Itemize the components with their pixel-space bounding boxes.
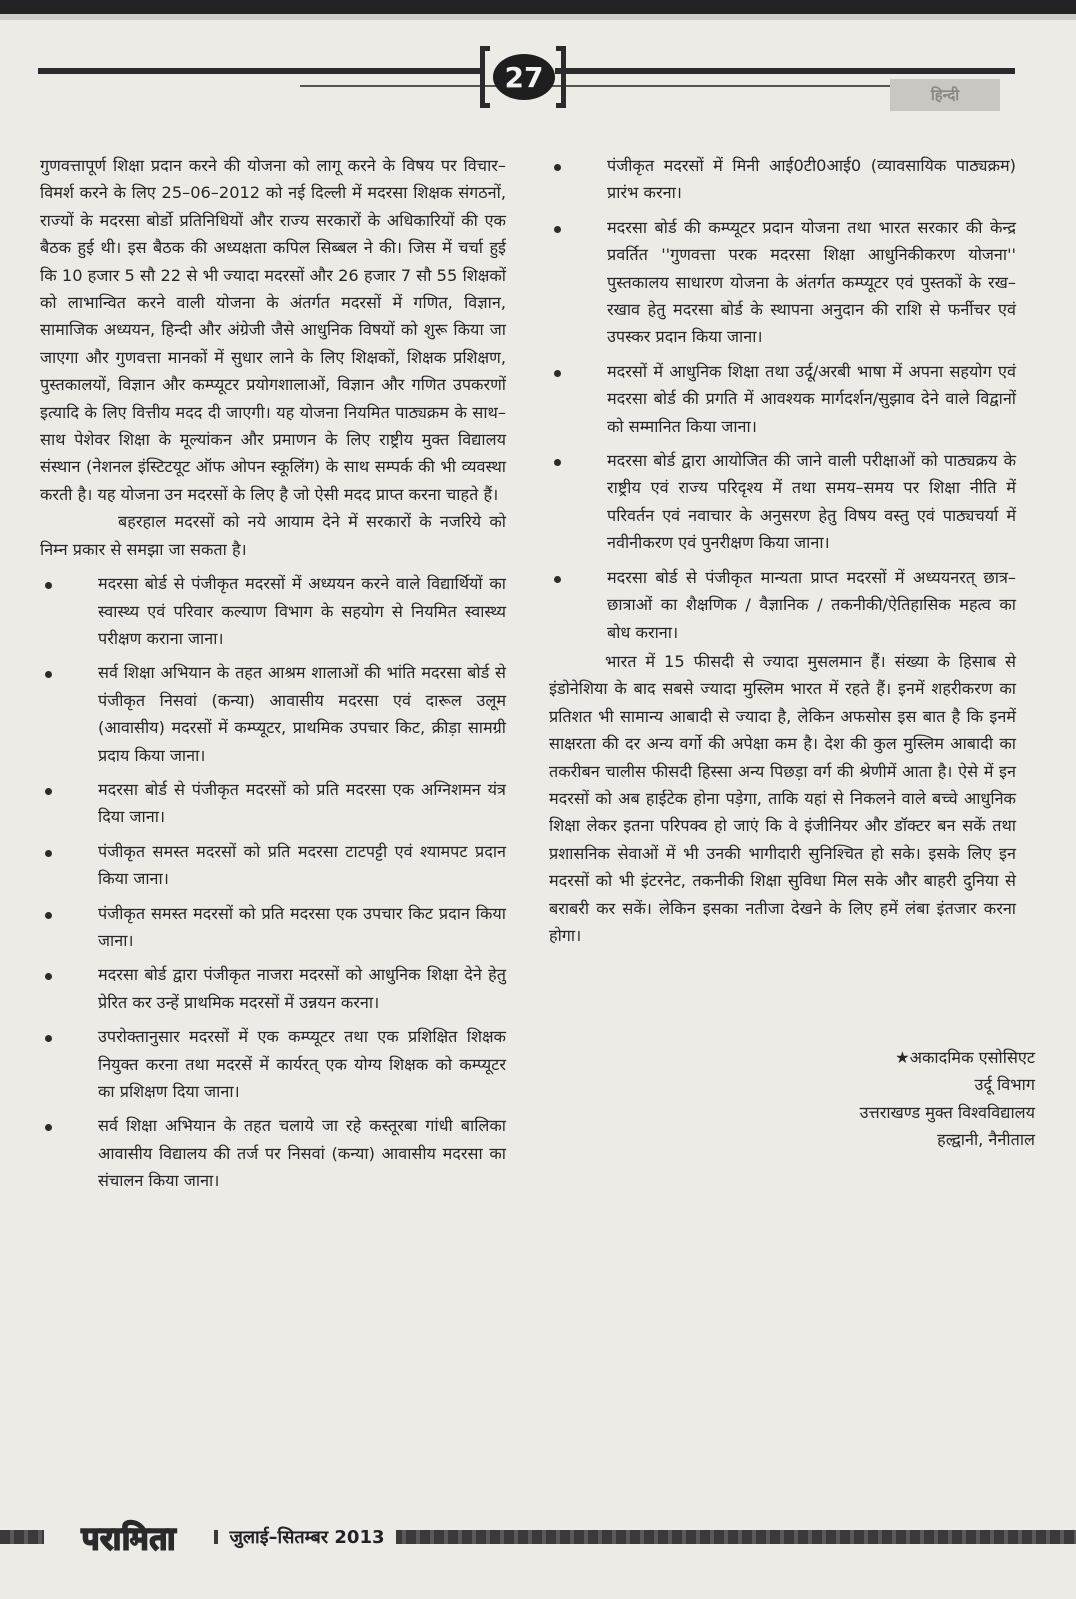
transition-paragraph: बहरहाल मदरसों को नये आयाम देने में सरकारों के नजरिये को निम्न प्रकार से समझा जा सकता है। xyxy=(40,512,506,559)
list-item: सर्व शिक्षा अभियान के तहत आश्रम शालाओं की भांति मदरसा बोर्ड से पंजीकृत निसवां (कन्या) आवासीय मदरसा एवं दारूल उलूम (आवासीय) मदरसों में कम्प्यूटर, प्राथमिक उपचार किट, क्रीड़ा सामग्री प्रदाय किया जाना। xyxy=(40,659,506,769)
list-item: पंजीकृत समस्त मदरसों को प्रति मदरसा एक उपचार किट प्रदान किया जाना। xyxy=(40,900,506,955)
section-tag: हिन्दी xyxy=(890,79,1000,111)
list-item: उपरोक्तानुसार मदरसों में एक कम्प्यूटर तथा एक प्रशिक्षित शिक्षक नियुक्त करना तथा मदरसें में कार्यरत् एक योग्य शिक्षक को कम्प्यूटर का प्रशिक्षण दिया जाना। xyxy=(40,1023,506,1105)
author-location: हल्द्वानी, नैनीताल xyxy=(937,1130,1035,1150)
right-bullet-list xyxy=(549,152,1016,646)
list-item: मदरसा बोर्ड की कम्प्यूटर प्रदान योजना तथा भारत सरकार की केन्द्र प्रवर्तित ''गुणवत्ता परक मदरसा शिक्षा आधुनिकीकरण योजना'' पुस्तकालय साधारण योजना के अंतर्गत कम्प्यूटर एवं पुस्तकों के रख–रखाव हेतु मदरसा बोर्ड के स्थापना अनुदान की राशि से फर्नीचर एवं उपस्कर प्रदान किया जाना। xyxy=(549,214,1016,351)
left-column xyxy=(40,152,506,1195)
header-rule-right xyxy=(555,68,1015,74)
list-item: सर्व शिक्षा अभियान के तहत चलाये जा रहे कस्तूरबा गांधी बालिका आवासीय विद्यालय की तर्ज पर निसवां (कन्या) आवासीय मदरसा का संचालन किया जाना। xyxy=(40,1112,506,1194)
intro-paragraph: गुणवत्तापूर्ण शिक्षा प्रदान करने की योजना को लागू करने के विषय पर विचार–विमर्श करने के लिए 25–06–2012 को नई दिल्ली में मदरसा शिक्षक संगठनों, राज्यों के मदरसा बोर्डो प्रतिनिधियों और राज्य सरकारों के अधिकारियों की एक बैठक हुई थी। इस बैठक की अध्यक्षता कपिल सिब्बल ने की। जिस में चर्चा हुई कि 10 हजार 5 सौ 22 से भी ज्यादा मदरसों और 26 हजार 7 सौ 55 शिक्षकों को लाभान्वित करने वाली योजना के अंतर्गत मदरसों में गणित, विज्ञान, सामाजिक अध्ययन, हिन्दी और अंग्रेजी जैसे आधुनिक विषयों को शुरू किया जा जाएगा और गुणवत्ता मानकों में सुधार लाने के लिए शिक्षकों, शिक्षक प्रशिक्षण, पुस्तकालयों, विज्ञान और कम्प्यूटर प्रयोगशालाओं, विज्ञान और गणित उपकरणों इत्यादि के लिए वित्तीय मदद दी जाएगी। यह योजना नियमित पाठ्यक्रम के साथ–साथ पेशेवर शिक्षा के मूल्यांकन और प्रमाणन के लिए राष्ट्रीय मुक्त विद्यालय संस्थान (नेशनल इंस्टिटयूट ऑफ ओपन स्कूलिंग) के साथ सम्पर्क की भी व्यवस्था करती है। यह योजना उन मदरसों के लिए है जो ऐसी मदद प्राप्त करना चाहते हैं। xyxy=(40,156,506,504)
page-number-bracket-left xyxy=(480,46,490,108)
author-title: ★अकादमिक एसोसिएट xyxy=(895,1048,1035,1067)
list-item: मदरसा बोर्ड से पंजीकृत मदरसों को प्रति मदरसा एक अग्निशमन यंत्र दिया जाना। xyxy=(40,776,506,831)
conclusion-paragraph: भारत में 15 फीसदी से ज्यादा मुसलमान हैं। संख्या के हिसाब से इंडोनेशिया के बाद सबसे ज्यादा मुस्लिम भारत में रहते हैं। इनमें शहरीकरण का प्रतिशत भी सामान्य आबादी से ज्यादा है, लेकिन अफसोस इस बात है कि इनमें साक्षरता की दर अन्य वर्गो की अपेक्षा कम है। देश की कुल मुस्लिम आबादी का तकरीबन चालीस फीसदी हिस्सा अन्य पिछड़ा वर्ग की श्रेणीमें आता है। ऐसे में इन मदरसों को अब हाईटेक होना पड़ेगा, ताकि यहां से निकलने वाले बच्चे आधुनिक शिक्षा लेकर इतना परिपक्व हो जाएं कि वे इंजीनियर और डॉक्टर बन सकें तथा प्रशासनिक सेवाओं में भी उनकी भागीदारी सुनिश्चित हो सके। इसके लिए इन मदरसों को भी इंटरनेट, तकनीकी शिक्षा सुविधा मिल सके और बाहरी दुनिया से बराबरी कर सकें। लेकिन इसका नतीजा देखने के लिए हमें लंबा इंतजार करना होगा। xyxy=(549,651,1016,945)
list-item: मदरसा बोर्ड से पंजीकृत मान्यता प्राप्त मदरसों में अध्ययनरत् छात्र–छात्राओं का शैक्षणिक / वैज्ञानिक / तकनीकी/ऐतिहासिक महत्व का बोध कराना। xyxy=(549,564,1016,646)
author-university: उत्तराखण्ड मुक्त विश्वविद्यालय xyxy=(859,1102,1035,1122)
header-rule-left xyxy=(38,68,483,74)
list-item: पंजीकृत समस्त मदरसों को प्रति मदरसा टाटपट्टी एवं श्यामपट प्रदान किया जाना। xyxy=(40,838,506,893)
author-department: उर्दू विभाग xyxy=(974,1075,1035,1095)
issue-date: जुलाई–सितम्बर 2013 xyxy=(218,1519,396,1555)
left-bullet-list xyxy=(40,570,506,1195)
magazine-logo: परामिता xyxy=(44,1512,214,1564)
page-top-edge xyxy=(0,0,1076,14)
page-number: 27 xyxy=(493,54,555,100)
list-item: मदरसा बोर्ड द्वारा आयोजित की जाने वाली परीक्षाओं को पाठ्यक्रय के राष्ट्रीय एवं राज्य परिदृश्य में तथा समय–समय पर शिक्षा नीति में परिवर्तन एवं नवाचार के अनुसरण हेतु विषय वस्तु एवं पाठ्यचर्या में नवीनीकरण एवं पुनरीक्षण किया जाना। xyxy=(549,447,1016,557)
list-item: मदरसा बोर्ड से पंजीकृत मदरसों में अध्ययन करने वाले विद्यार्थियों का स्वास्थ्य एवं परिवार कल्याण विभाग के सहयोग से नियमित स्वास्थ्य परीक्षण कराना जाना। xyxy=(40,570,506,652)
right-column xyxy=(549,152,1016,949)
list-item: पंजीकृत मदरसों में मिनी आई0टी0आई0 (व्यावसायिक पाठ्यक्रम) प्रारंभ करना। xyxy=(549,152,1016,207)
author-block xyxy=(860,1044,1035,1154)
list-item: मदरसों में आधुनिक शिक्षा तथा उर्दू/अरबी भाषा में अपना सहयोग एवं मदरसा बोर्ड की प्रगति में आवश्यक मार्गदर्शन/सुझाव देने वाले विद्वानों को सम्मानित किया जाना। xyxy=(549,358,1016,440)
page-number-bracket-right xyxy=(556,46,566,108)
list-item: मदरसा बोर्ड द्वारा पंजीकृत नाजरा मदरसों को आधुनिक शिक्षा देने हेतु प्रेरित कर उन्हें प्राथमिक मदरसों में उन्नयन करना। xyxy=(40,961,506,1016)
page-top-shadow xyxy=(0,14,1076,20)
